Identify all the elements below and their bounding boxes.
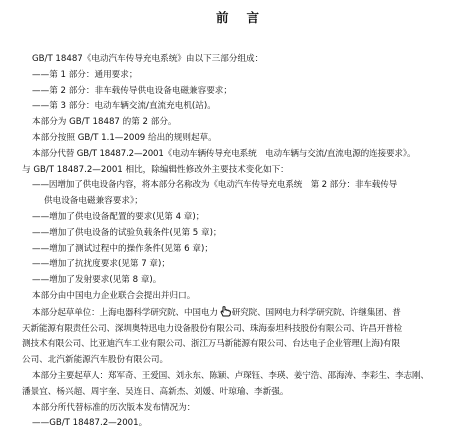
drafters-text-part1: 本部分起草单位：上海电器科学研究院、中国电力 — [32, 307, 218, 318]
drafters-line: 测技术有限公司、比亚迪汽车工业有限公司、浙江万马新能源有限公司、台达电子企业管理(上海)有限 — [22, 339, 400, 350]
text-line: ——第 3 部分：电动车辆交流/直流充电机(站)。 — [32, 101, 216, 112]
persons-line: 潘景宜、杨兴超、周宇奎、吴连日、高新杰、刘媛、叶琼瑜、李新强。 — [22, 386, 289, 397]
text-line: 与 GB/T 18487.2—2001 相比，除编辑性修改外主要技术变化如下： — [22, 164, 289, 175]
text-line: ——增加了供电设备配置的要求(见第 4 章)； — [32, 211, 205, 222]
drafters-line: 公司、北汽新能源汽车股份有限公司。 — [22, 355, 169, 366]
text-line: ——增加了抗扰度要求(见第 7 章)； — [32, 259, 170, 270]
text-line: ——增加了测试过程中的操作条件(见第 6 章)； — [32, 243, 213, 254]
history-item: ——GB/T 18487.2—2001。 — [32, 418, 148, 429]
text-line: ——第 1 部分：通用要求； — [32, 69, 138, 80]
drafters-line — [22, 305, 462, 322]
text-line: ——增加了供电设备的试验负载条件(见第 5 章)； — [32, 227, 222, 238]
text-line: ——第 2 部分：非车载传导供电设备电磁兼容要求； — [32, 85, 232, 96]
text-line: 本部分代替 GB/T 18487.2—2001《电动车辆传导充电系统 电动车辆与交流/直流电源的连接要求》。 — [32, 148, 416, 159]
persons-line: 本部分主要起草人：郑军奇、王爱国、刘永东、陈颖、卢琛钰、李瑛、姜宁浩、邵海涛、李彩生、李志刚、 — [32, 370, 429, 381]
foreword-body — [22, 52, 462, 432]
hand-pointer-icon[interactable] — [218, 305, 232, 317]
page-title: 前言 — [215, 10, 277, 25]
text-line: 本部分按照 GB/T 1.1—2009 给出的规则起草。 — [32, 132, 217, 143]
text-line: 供电设备电磁兼容要求》； — [44, 196, 143, 207]
history-intro: 本部分所代替标准的历次版本发布情况为： — [32, 402, 196, 413]
text-line: ——因增加了供电设备内容，将本部分名称改为《电动汽车传导充电系统 第 2 部分：非车载传导 — [32, 180, 398, 191]
drafters-text-part2: 研究院、国网电力科学研究院、许继集团、普 — [231, 307, 401, 318]
text-line: 本部分为 GB/T 18487 的第 2 部分。 — [32, 117, 177, 128]
text-line: ——增加了发射要求(见第 8 章)。 — [32, 275, 162, 286]
text-line: GB/T 18487《电动汽车传导充电系统》由以下三部分组成： — [32, 54, 264, 64]
drafters-line: 天新能源有限责任公司、深圳奥特迅电力设备股份有限公司、珠海泰坦科技股份有限公司、许昌开普检 — [22, 323, 402, 334]
text-line: 本部分由中国电力企业联合会提出并归口。 — [32, 290, 196, 301]
